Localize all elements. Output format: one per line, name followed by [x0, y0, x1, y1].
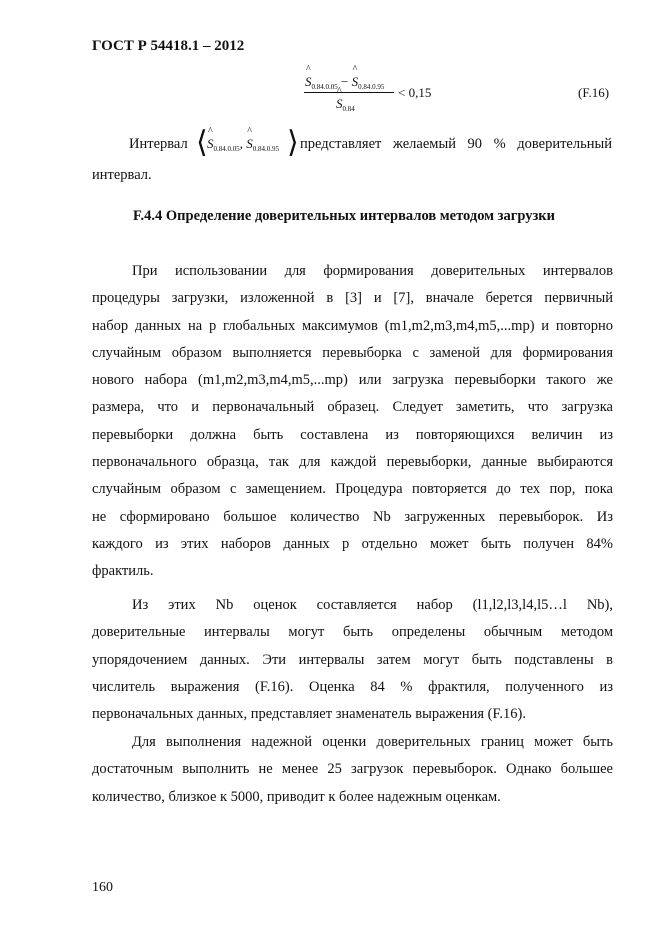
text-line: перевыборки должна быть составлена из повторяющихся величин из [92, 426, 613, 443]
left-angle-bracket: ⟨ [196, 126, 208, 159]
sub-a: 0.84.0.05 [311, 83, 338, 91]
sub-b: 0.84.0.95 [358, 83, 385, 91]
text-line: количество, близкое к 5000, приводит к более надежным оценкам. [92, 788, 501, 805]
int-sep: , [239, 136, 247, 151]
word: доверительный [517, 136, 612, 152]
s-hat-a: ^ S [305, 74, 312, 90]
word: желаемый [392, 136, 456, 152]
text-line: размера, что и первоначальный образец. Следует заметить, что загрузка [92, 399, 613, 416]
s-hat-b: ^ S [352, 74, 359, 90]
right-angle-bracket: ⟩ [287, 126, 299, 159]
text-line: случайным образом с замещением. Процедура повторяется до тех пор, пока [92, 481, 613, 498]
formula-denominator [336, 96, 355, 113]
text-line: Для выполнения надежной оценки доверительных границ может быть [132, 734, 613, 750]
section-heading: F.4.4 Определение доверительных интервалов методом загрузки [133, 208, 556, 224]
text-line: фрактиль. [92, 563, 154, 580]
text-line: набор данных на p глобальных максимумов (m1,m2,m3,m4,m5,...mp) и повторно [92, 317, 613, 334]
formula-numerator [305, 74, 384, 91]
word: представляет [300, 136, 382, 152]
s-hat-int-a: ^ S [207, 136, 214, 152]
text-line: первоначального образца, так для каждой перевыборки, данные выбираются [92, 454, 613, 471]
int-sub-b: 0.84.0.95 [252, 145, 279, 153]
paragraph-intervals [92, 592, 613, 728]
paragraph-bootstrap [92, 258, 613, 586]
text-line: первоначальных данных, представляет знаменатель выражения (F.16). [92, 706, 526, 723]
int-sub-a: 0.84.0.05 [213, 145, 240, 153]
s-hat-int-b: ^ S [246, 136, 253, 152]
text-line: достаточным выполнить не менее 25 загрузок перевыборок. Однако большее [92, 761, 613, 778]
text-line: каждого из этих наборов данных p отдельно может быть получен 84% [92, 535, 613, 552]
word: % [493, 136, 506, 152]
interval-expression [207, 136, 279, 153]
text-line: не сформировано большое количество Nb загруженных перевыборок. Из [92, 508, 613, 525]
sub-den: 0.84 [342, 105, 355, 113]
formula-rhs: < 0,15 [398, 85, 432, 100]
text-line: упорядочением данных. Эти интервалы затем могут быть подставлены в [92, 651, 613, 668]
page-number: 160 [92, 880, 113, 895]
standard-header: ГОСТ Р 54418.1 – 2012 [92, 38, 245, 54]
minus-sign: − [341, 74, 349, 89]
text-line: доверительные интервалы могут быть определены обычным методом [92, 624, 613, 641]
fraction-line [304, 92, 394, 93]
interval-sentence [92, 128, 612, 164]
text-line: При использовании для формирования доверительных интервалов [132, 263, 613, 279]
text-line: нового набора (m1,m2,m3,m4,m5,...mp) или загрузка перевыборки такого же [92, 372, 613, 389]
paragraph-resamples [92, 729, 613, 811]
s-hat-den: ^ S [336, 96, 343, 112]
interval-word: Интервал [129, 136, 188, 152]
text-line: случайным образом выполняется перевыборка с заменой для формирования [92, 344, 613, 361]
interval-continuation: интервал. [92, 167, 152, 183]
text-line: процедуры загрузки, изложенной в [3] и [7], вначале берется первичный [92, 290, 613, 307]
equation-number: (F.16) [578, 85, 610, 100]
word: 90 [467, 136, 483, 152]
text-line: числитель выражения (F.16). Оценка 84 % фрактиля, полученного из [92, 678, 613, 695]
formula-f16 [300, 70, 450, 122]
text-line: Из этих Nb оценок составляется набор (l1,l2,l3,l4,l5…l Nb), [132, 597, 613, 613]
interval-rest [300, 136, 612, 153]
